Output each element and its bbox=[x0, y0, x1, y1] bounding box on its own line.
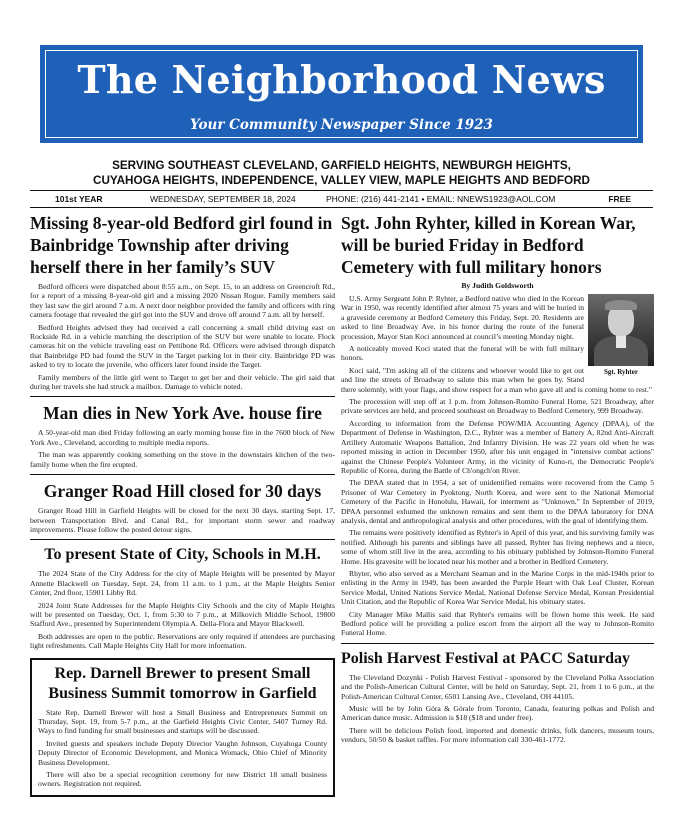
article-body bbox=[38, 708, 327, 789]
article-granger-road bbox=[30, 480, 335, 534]
right-column bbox=[341, 212, 654, 745]
article-paragraph: Music will be by John Góra & Górale from Toronto, Canada, featuring polkas and Polish and American dance music. Admission is $18 ($18 and under free). bbox=[341, 704, 654, 723]
masthead bbox=[40, 45, 643, 143]
article-missing-girl bbox=[30, 212, 335, 391]
article-house-fire bbox=[30, 402, 335, 469]
coverage-line-2: CUYAHOGA HEIGHTS, INDEPENDENCE, VALLEY VIEW, MAPLE HEIGHTS AND BEDFORD bbox=[93, 174, 590, 187]
article-paragraph: 2024 Joint State Addresses for the Maple Heights City Schools and the city of Maple Heights will be presented on Tuesday, Oct. 1, from 5:30 to 7 p.m., at Milkovich Middle School, 19800 Stafford Ave., presented by Superintendent Olympia A. Della-Flora and Mayor Blackwell. bbox=[30, 600, 335, 629]
article-paragraph: A noticeably moved Koci stated that the funeral will be with full military honors. bbox=[341, 344, 584, 363]
section-divider bbox=[30, 474, 335, 475]
article-paragraph: According to information from the Defense POW/MIA Accounting Agency (DPAA), of the Department of Defense in Washington, D.C., Ryhter was a member of Battery A, 82nd Anti-Aircraft Artillery Automatic Weapons Battalion, 2nd Infantry Division. He was 22 years old when he was reported missing in action in December 1950, after his unit engaged in "intensive combat actions" against the Chinese People's Volunteer Army, in the vicinity of Kunu-ri, the Democratic People's Republic of Korea, during the Battle of Ch'ongch'on River. bbox=[341, 418, 654, 475]
article-paragraph: The procession will step off at 1 p.m. from Johnson-Romito Funeral Home, 521 Broadway, after private services are held, and proceed southeast on Broadway to Bedford Cemetery, 999 Broadway. bbox=[341, 397, 654, 416]
contact-info: PHONE: (216) 441-2141 • EMAIL: NNEWS1923@AOL.COM bbox=[326, 194, 556, 204]
article-headline: Rep. Darnell Brewer to present Small Business Summit tomorrow in Garfield bbox=[48, 664, 317, 702]
article-paragraph: There will be delicious Polish food, imported and domestic drinks, folk dancers, museum tours, vendors, 50/50 & basket raffles. For more information call 330-461-1772. bbox=[341, 725, 654, 745]
photo-caption: Sgt. Ryhter bbox=[604, 368, 638, 376]
issue-date: WEDNESDAY, SEPTEMBER 18, 2024 bbox=[150, 194, 296, 204]
article-paragraph: Invited guests and speakers include Deputy Director Vaughn Johnson, Cuyahoga County Deputy Director of Economic Development, and Monica Womack, Ohio Chief of Minority Business Development. bbox=[38, 738, 327, 767]
article-paragraph: Bedford Heights advised they had received a call concerning a small child driving east on Rockside Rd. in a vehicle matching the description of the SUV but were unable to locate. Flock cameras hit on the vehicle traveling east on Pettibone Rd. Officers were advised through dispatch that Bainbridge PD had found the SUV in the Target parking lot in their city. Bainbridge PD was asked to try to locate the juvenile, who officers later found inside the Target. bbox=[30, 322, 335, 370]
article-paragraph: The Cleveland Dozynki - Polish Harvest Festival - sponsored by the Cleveland Polka Association and the Polish-American Cultural Center, will be held on Saturday, Sept. 21, from 1 to 6 p.m., at the Polish-American Cultural Center, 6501 Lansing Ave., Cleveland, OH 44105. bbox=[341, 672, 654, 701]
article-byline: By Judith Goldsworth bbox=[461, 281, 534, 290]
masthead-border bbox=[45, 50, 638, 138]
section-divider bbox=[341, 643, 654, 644]
article-paragraph: Granger Road Hill in Garfield Heights will be closed for the next 30 days, starting Sept. 17, between Transportation Blvd. and Canal Rd., for important storm sewer and roadway improvements. Please follow the posted detour signs. bbox=[30, 506, 335, 534]
article-paragraph: Rhyter, who also served as a Merchant Seaman and in the Marine Corps in the mid-1940s prior to enlisting in the Army in 1949, has been awarded the Purple Heart with Oak Leaf Cluster, Korean Service Medal, United Nations Service Medal, National Defense Service Medal, Korean Presidential Unit Citation, and the Republic of Korea War Service Medal, his obituary states. bbox=[341, 568, 654, 607]
article-paragraph: There will also be a special recognition ceremony for new District 18 small business owners. Registration not required. bbox=[38, 770, 327, 789]
article-body bbox=[30, 569, 335, 650]
article-body bbox=[341, 294, 654, 638]
article-paragraph: State Rep. Darnell Brewer will host a Small Business and Entrepreneurs Summit on Thursday, Sept. 19, from 5-7 p.m., at the Garfield Heights Civic Center, 5407 Turney Rd. Ways to find funding for small businesses and startups will be discussed. bbox=[38, 707, 327, 736]
article-headline: Man dies in New York Ave. house fire bbox=[43, 403, 322, 424]
article-headline: Granger Road Hill closed for 30 days bbox=[43, 481, 322, 502]
ryhter-photo-figure bbox=[588, 294, 654, 376]
price-label: FREE bbox=[608, 194, 631, 204]
issue-year: 101st YEAR bbox=[55, 194, 103, 204]
article-paragraph: Family members of the little girl went to Target to get her and their vehicle. The girl said that during her travels she had struck a mailbox. Damage to vehicle noted. bbox=[30, 372, 335, 392]
newspaper-title: The Neighborhood News bbox=[77, 57, 606, 102]
article-headline: To present State of City, Schools in M.H. bbox=[44, 546, 321, 564]
article-paragraph: U.S. Army Sergeant John P. Ryhter, a Bedford native who died in the Korean War in 1950, was recently identified after almost 75 years and will be buried in a graveside ceremony at Bedford Cemetery this Friday, Sept. 20. Residents are asked to line Broadway Ave. in his honor during the route of the funeral procession, Mayor Stan Koci announced at council’s meeting Monday night. bbox=[341, 294, 584, 341]
article-paragraph: Koci said, "I'm asking all of the citizens and whoever would like to get out and line the streets of Broadway to salute this man when he goes by. Stand there solemnly, with your flags, and show respect for a man who gave all and is coming home to rest." bbox=[341, 365, 652, 394]
article-body bbox=[30, 282, 335, 391]
article-state-of-city bbox=[30, 545, 335, 650]
coverage-area bbox=[40, 158, 643, 188]
article-paragraph: Both addresses are open to the public. Reservations are only required if attendees are purchasing light refreshments. Call Maple Heights City Hall for more information. bbox=[30, 631, 335, 651]
article-body bbox=[30, 428, 335, 469]
article-headline: Polish Harvest Festival at PACC Saturday bbox=[341, 649, 631, 667]
article-harvest-festival bbox=[341, 649, 654, 745]
article-brewer-box bbox=[30, 658, 335, 797]
article-paragraph: Bedford officers were dispatched about 8:55 a.m., on Sept. 15, to an address on Greencroft Rd., for a report of a missing 8-year-old girl and a missing 2020 Nissan Rogue. Family members said they last saw the girl around 7 a.m. A next door neighbor provided the family and officers with ring camera footage that revealed the girl got into the SUV and drove off around 7 a.m. all by herself. bbox=[30, 282, 335, 320]
article-paragraph: The man was apparently cooking something on the stove in the downstairs kitchen of the two-family home when the fire erupted. bbox=[30, 450, 335, 469]
section-divider bbox=[30, 396, 335, 397]
article-headline: Missing 8-year-old Bedford girl found in Bainbridge Township after driving herself there in her family’s SUV bbox=[30, 213, 333, 277]
article-body bbox=[30, 506, 335, 534]
article-paragraph: City Manager Mike Mallis said that Ryhter's remains will be flown home this week. He said Bedford police will be providing a police escort from the airport all the way to Johnson-Romito Funeral Home. bbox=[341, 609, 654, 638]
article-paragraph: The DPAA stated that in 1954, a set of unidentified remains were recovered from the Camp 5 Prisoner of War Cemetery in Pyoktong, North Korea, and were sent to the National Memorial Cemetery of the Pacific in Honolulu, Hawaii, for interment as "Unknown." In September of 2019, DPAA personnel exhumed the unknown remains and sent them to the DPAA laboratory for DNA analysis, dental and anthropological analysis and other procedures, with the goal of identifying them. bbox=[341, 478, 654, 525]
article-paragraph: A 50-year-old man died Friday following an early morning house fire in the 7600 block of New York Ave., Cleveland, according to multiple media reports. bbox=[30, 428, 335, 447]
article-paragraph: The 2024 State of the City Address for the city of Maple Heights will be presented by Mayor Annette Blackwell on Tuesday, Sept. 24, from 11 a.m. to 1 p.m., at the Maple Heights Senior Center, 2nd floor, 15901 Libby Rd. bbox=[30, 569, 335, 598]
article-headline: Sgt. John Ryhter, killed in Korean War, will be buried Friday in Bedford Cemetery with full military honors bbox=[341, 213, 636, 277]
section-divider bbox=[30, 539, 335, 540]
newspaper-tagline: Your Community Newspaper Since 1923 bbox=[190, 117, 493, 133]
article-ryhter bbox=[341, 212, 654, 638]
article-body bbox=[341, 673, 654, 745]
ryhter-portrait-photo bbox=[588, 294, 654, 366]
coverage-line-1: SERVING SOUTHEAST CLEVELAND, GARFIELD HEIGHTS, NEWBURGH HEIGHTS, bbox=[112, 159, 571, 172]
article-paragraph: The remains were positively identified as Ryhter's in April of this year, and his surviving family was notified. Although his parents and siblings have all passed, Ryhter has living nephews and a niece, some of whom still live in the area, according to his obituary published by Johnson-Romito Funeral Home. His gravesite will be located near his mother and a brother in Bedford Cemetery. bbox=[341, 528, 654, 566]
left-column bbox=[30, 212, 335, 797]
issue-info-bar bbox=[30, 190, 653, 208]
